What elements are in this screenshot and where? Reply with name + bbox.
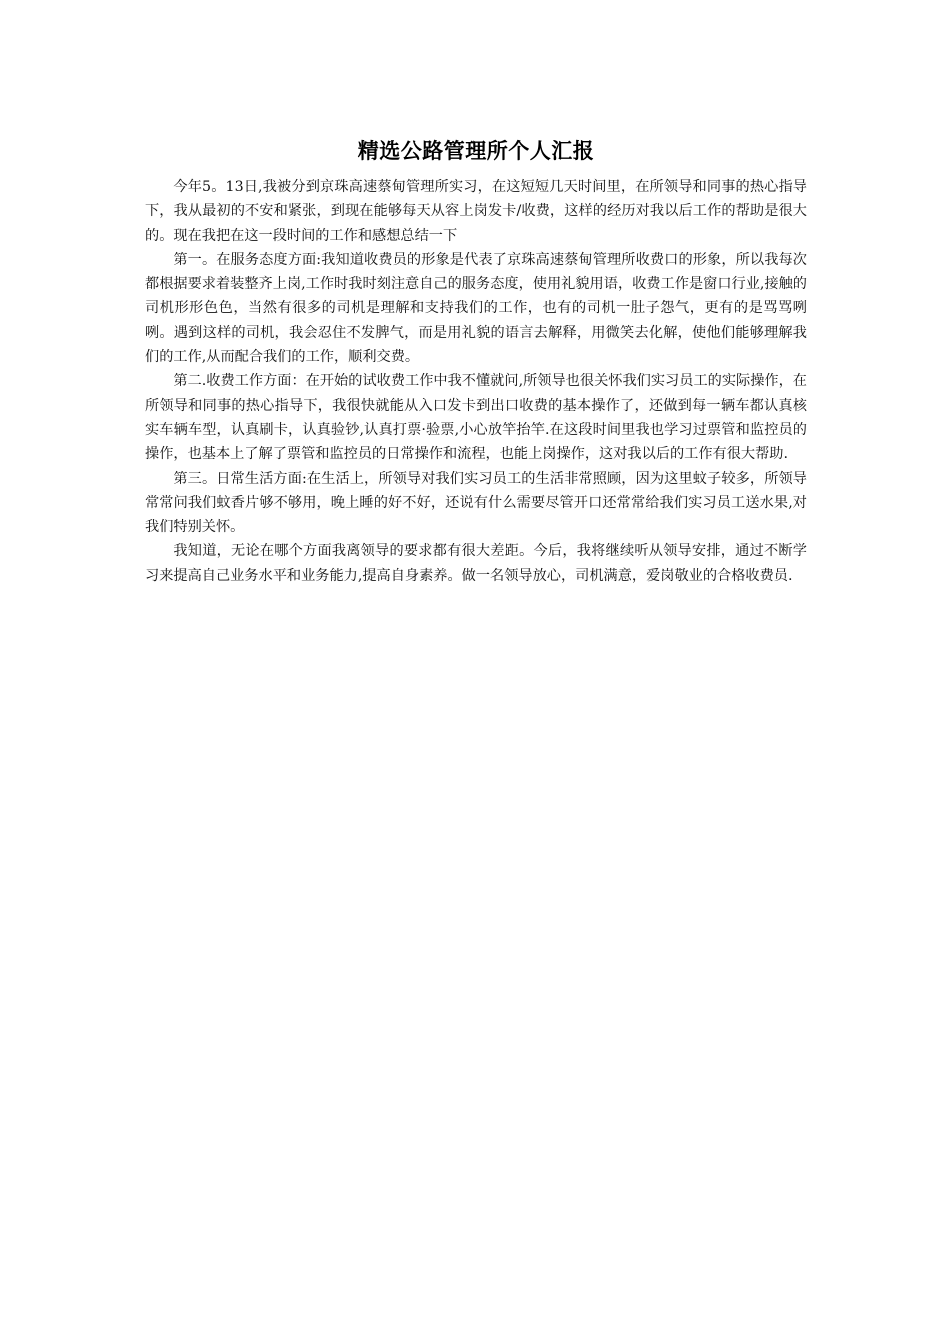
paragraph-conclusion: 我知道，无论在哪个方面我离领导的要求都有很大差距。今后，我将继续听从领导安排，通过不断学习来提高自己业务水平和业务能力,提高自身素养。做一名领导放心，司机满意，爱岗敬业的合格收费员.	[145, 543, 807, 584]
paragraph-toll-work: 第二.收费工作方面：在开始的试收费工作中我不懂就问,所领导也很关怀我们实习员工的实际操作，在所领导和同事的热心指导下，我很快就能从入口发卡到出口收费的基本操作了，还做到每一辆车都认真核实车辆车型，认真刷卡，认真验钞,认真打票·验票,小心放竿抬竿.在这段时间里我也学习过票管和监控员的操作，也基本上了解了票管和监控员的日常操作和流程，也能上岗操作，这对我以后的工作有很大帮助.	[145, 373, 807, 463]
paragraph-intro: 今年5。13日,我被分到京珠高速蔡甸管理所实习，在这短短几天时间里，在所领导和同事的热心指导下，我从最初的不安和紧张，到现在能够每天从容上岗发卡/收费，这样的经历对我以后工作的帮助是很大的。现在我把在这一段时间的工作和感想总结一下	[145, 179, 807, 244]
document-body	[145, 134, 807, 588]
document-title: 精选公路管理所个人汇报	[357, 139, 595, 163]
paragraph-service-attitude: 第一。在服务态度方面:我知道收费员的形象是代表了京珠高速蔡甸管理所收费口的形象，所以我每次都根据要求着装整齐上岗,工作时我时刻注意自己的服务态度，使用礼貌用语，收费工作是窗口行业,接触的司机形形色色，当然有很多的司机是理解和支持我们的工作，也有的司机一肚子怨气，更有的是骂骂咧咧。遇到这样的司机，我会忍住不发脾气，而是用礼貌的语言去解释，用微笑去化解，使他们能够理解我们的工作,从而配合我们的工作，顺利交费。	[145, 251, 807, 366]
paragraph-daily-life: 第三。日常生活方面:在生活上，所领导对我们实习员工的生活非常照顾，因为这里蚊子较多，所领导常常问我们蚊香片够不够用，晚上睡的好不好，还说有什么需要尽管开口还常常给我们实习员工送水果,对我们特别关怀。	[145, 470, 807, 536]
